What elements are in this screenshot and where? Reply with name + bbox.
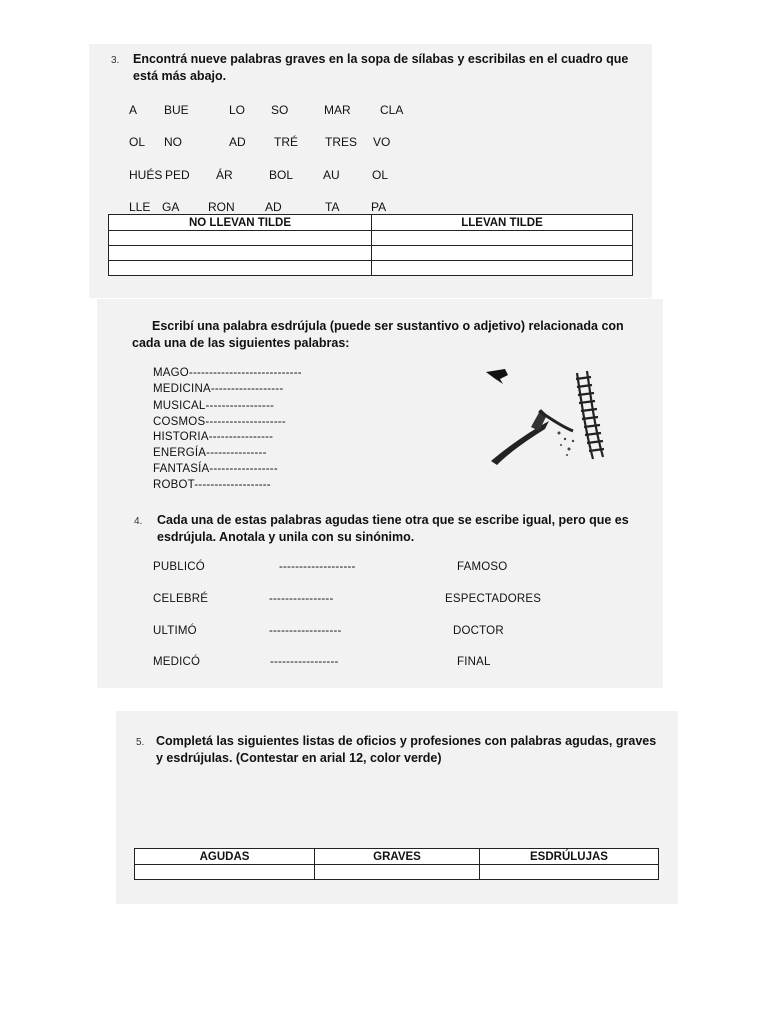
table-header-no-tilde: NO LLEVAN TILDE [109,215,372,231]
syllable: MAR [324,103,351,117]
synonym-word: FAMOSO [457,561,508,573]
word-item: FANTASÍA----------------- [153,463,278,475]
synonym-word: DOCTOR [453,625,504,637]
answer-cell[interactable] [372,246,633,261]
word-item: COSMOS-------------------- [153,416,286,428]
exercise-4-instruction-line2: esdrújula. Anotala y unila con su sinónimo. [157,530,415,544]
exercise-4-instruction-line1: Cada una de estas palabras agudas tiene otra que se escribe igual, pero que es [157,513,629,527]
aguda-word: PUBLICÓ [153,561,205,573]
syllable: BUE [164,103,189,117]
syllable: HUÉS [129,168,163,182]
answer-line[interactable]: ------------------ [269,625,342,637]
answer-cell[interactable] [109,246,372,261]
aguda-word: ULTIMÓ [153,625,197,637]
syllable: GA [162,200,180,214]
syllable: AD [265,200,282,214]
exercise-esdrujula-panel [97,299,663,688]
syllable: AU [323,168,340,182]
answer-line[interactable]: ----------------- [270,656,339,668]
syllable: SO [271,103,289,117]
aguda-word: MEDICÓ [153,656,201,668]
esdrujula-instruction-line2: cada una de las siguientes palabras: [132,336,350,350]
answer-cell[interactable] [372,231,633,246]
syllable: CLA [380,103,404,117]
syllable: PED [165,168,190,182]
syllable: OL [129,135,146,149]
syllable: RON [208,200,235,214]
syllable: AD [229,135,246,149]
answer-cell[interactable] [315,865,480,880]
syllable: TRÉ [274,135,298,149]
exercise-3-instruction-line1: Encontrá nueve palabras graves en la sopa de sílabas y escribilas en el cuadro que [133,52,629,66]
syllable: TRES [325,135,358,149]
esdrujula-instruction-line1: Escribí una palabra esdrújula (puede ser sustantivo o adjetivo) relacionada con [152,319,624,333]
syllable: PA [371,200,387,214]
graves-answer-table [108,214,633,276]
word-item: ENERGÍA--------------- [153,447,267,459]
syllable: LO [229,103,246,117]
exercise-5-instruction-line2: y esdrújulas. (Contestar en arial 12, color verde) [156,751,442,765]
synonym-word: FINAL [457,656,491,668]
exercise-5-number: 5. [136,737,145,748]
exercise-3-number: 3. [111,55,120,66]
word-item: HISTORIA---------------- [153,431,274,443]
answer-cell[interactable] [109,231,372,246]
professions-table [134,848,659,880]
table-header-tilde: LLEVAN TILDE [372,215,633,231]
table-header-esdrujulas: ESDRÚLUJAS [480,849,659,865]
syllable: OL [372,168,389,182]
synonym-word: ESPECTADORES [445,593,542,605]
syllable: ÁR [216,168,233,182]
syllable: LLE [129,200,151,214]
word-item: MEDICINA------------------ [153,383,284,395]
answer-cell[interactable] [109,261,372,276]
answer-line[interactable]: ------------------- [279,561,356,573]
syllable: NO [164,135,182,149]
exercise-4-number: 4. [134,516,143,527]
word-item: ROBOT------------------- [153,479,271,491]
answer-cell[interactable] [372,261,633,276]
exercise-5-instruction-line1: Completá las siguientes listas de oficios y profesiones con palabras agudas, graves [156,734,657,748]
word-item: MAGO---------------------------- [153,367,302,379]
syllable: BOL [269,168,294,182]
syllable: A [129,103,138,117]
aguda-word: CELEBRÉ [153,593,209,605]
exercise-5-panel [116,711,678,904]
answer-cell[interactable] [480,865,659,880]
word-item: MUSICAL----------------- [153,400,275,412]
table-header-graves: GRAVES [315,849,480,865]
exercise-3-panel [89,44,652,298]
exercise-3-instruction-line2: está más abajo. [133,69,227,83]
sketch-illustration [481,369,611,465]
answer-line[interactable]: ---------------- [269,593,334,605]
syllable: TA [325,200,340,214]
syllable: VO [373,135,391,149]
answer-cell[interactable] [135,865,315,880]
table-header-agudas: AGUDAS [135,849,315,865]
